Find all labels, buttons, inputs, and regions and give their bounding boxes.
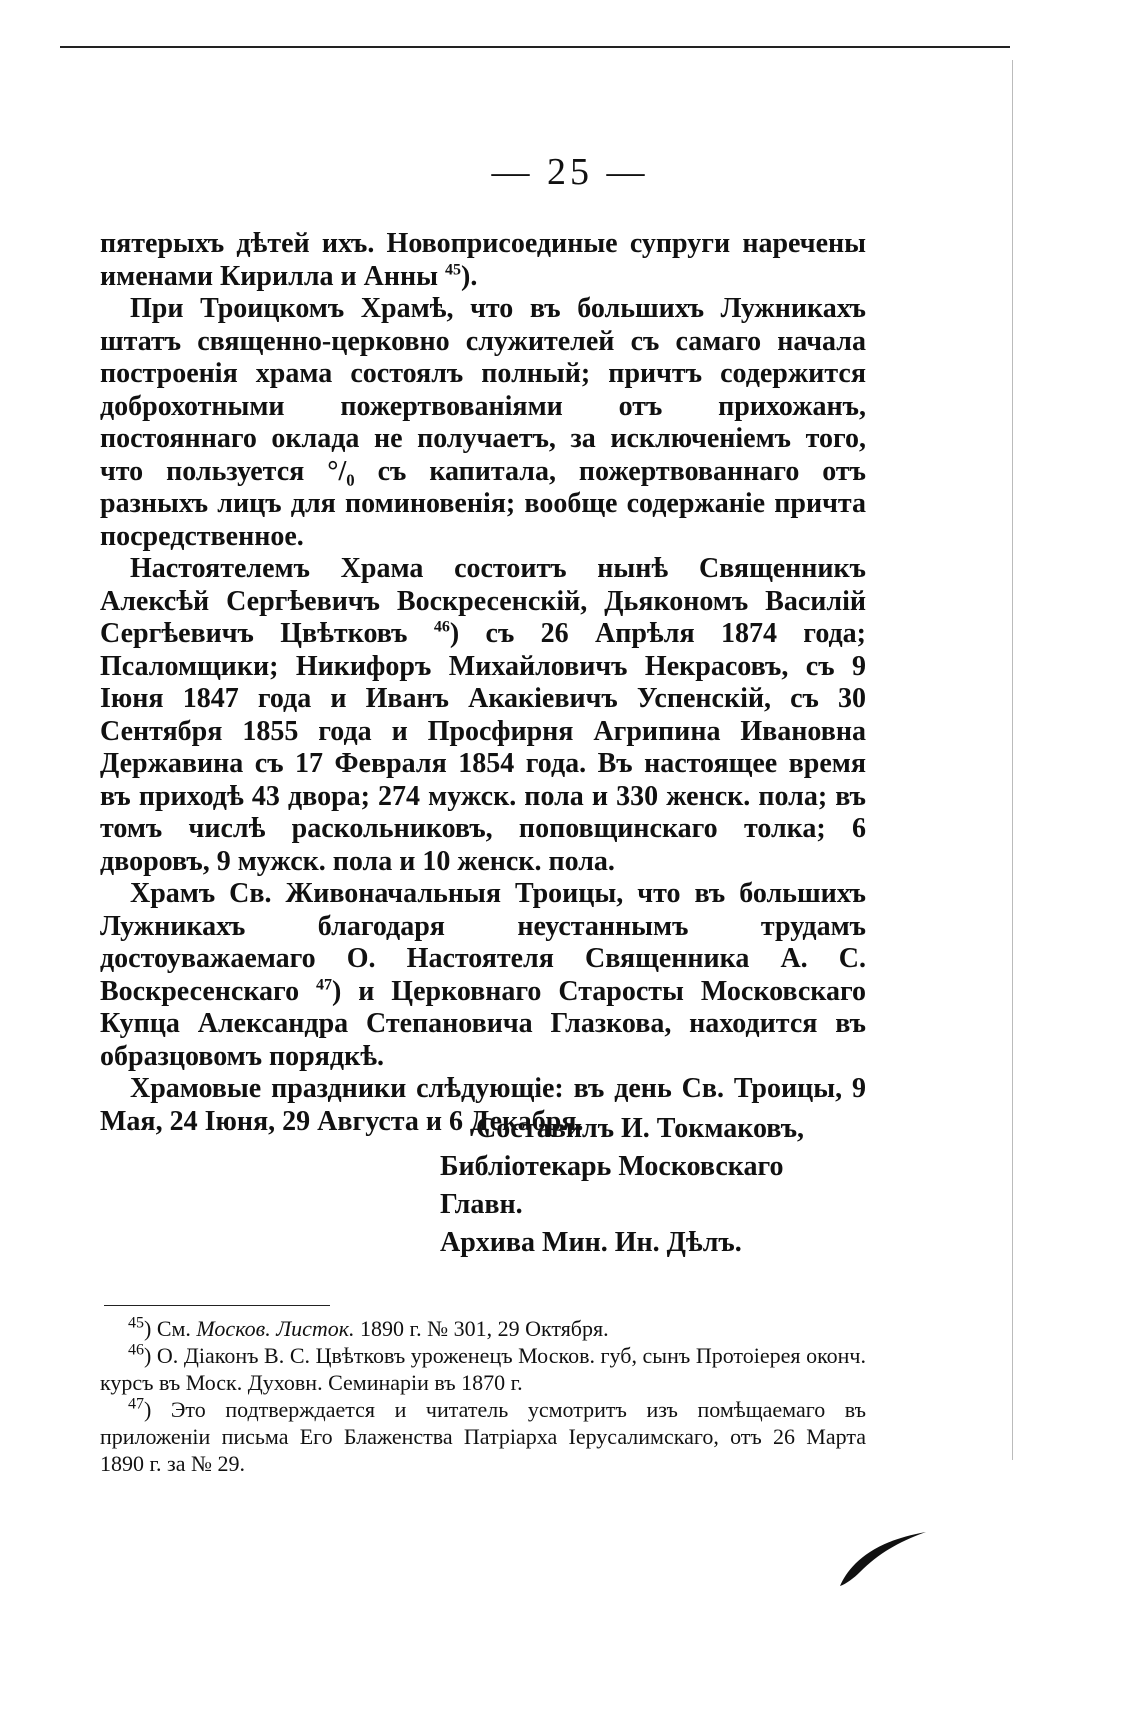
footnote-45-prefix: ) См. xyxy=(144,1316,197,1341)
page-edge xyxy=(1012,60,1013,1460)
paragraph-1 xyxy=(100,228,866,293)
footnote-45-number: 45 xyxy=(128,1314,144,1332)
footnote-45 xyxy=(100,1315,866,1342)
top-rule xyxy=(60,46,1010,48)
signature-author: Составилъ И. Токмаковъ, xyxy=(476,1113,805,1144)
footnote-45-source: Москов. Листок. xyxy=(196,1316,355,1341)
footnotes xyxy=(100,1315,866,1477)
paragraph-1-end: ). xyxy=(461,260,478,292)
paragraph-4-text-b: ) и Церковнаго Старосты Московскаго Купца Александра Степановича Глазкова, находится въ образцовомъ порядкѣ. xyxy=(100,975,867,1072)
signature-position: Библіотекарь Московскаго Главн. xyxy=(440,1151,784,1220)
paragraph-4-text-a: Храмъ Св. Живоначальныя Троицы, что въ большихъ Лужникахъ благодаря неустаннымъ трудамъ достоуважаемаго О. Настоятеля Священника А. С. Воскресенскаго xyxy=(100,878,866,1007)
signature-block xyxy=(440,1110,870,1262)
footnote-ref-45[interactable]: 45 xyxy=(445,261,462,279)
paragraph-5: Храмовые праздники слѣдующіе: въ день Св. Троицы, 9 Мая, 24 Іюня, 29 Августа и 6 Декабря. xyxy=(100,1073,866,1137)
body-text xyxy=(100,228,866,1138)
paragraph-4 xyxy=(100,878,866,1073)
paragraph-3 xyxy=(100,553,866,878)
signature-institution: Архива Мин. Ин. Дѣлъ. xyxy=(440,1227,742,1258)
footnote-46 xyxy=(100,1342,866,1396)
footnote-47-number: 47 xyxy=(128,1395,144,1413)
footnote-46-number: 46 xyxy=(128,1341,144,1359)
paragraph-3-text-a: Настоятелемъ Храма состоитъ нынѣ Священникъ Алексѣй Сергѣевичъ Воскресенскій, Дьякономъ Василій Сергѣевичъ Цвѣтковъ xyxy=(100,553,866,649)
footnote-47 xyxy=(100,1396,866,1477)
quill-mark-icon xyxy=(838,1528,928,1588)
footnote-rule xyxy=(104,1305,330,1306)
paragraph-2: При Троицкомъ Храмѣ, что въ большихъ Лужникахъ штатъ священно-церковно служителей съ самаго начала построенія храма состоялъ полный; причтъ содержится доброхотными пожертвованіями отъ прихожанъ, постояннаго оклада не получаетъ, за исключеніемъ того, что пользуется °/₀ съ капитала, пожертвованнаго отъ разныхъ лицъ для поминовенія; вообще содержаніе причта посредственное. xyxy=(100,293,866,552)
footnote-45-suffix: 1890 г. № 301, 29 Октября. xyxy=(354,1316,609,1341)
footnote-47-text: ) Это подтверждается и читатель усмотритъ изъ помѣщаемаго въ приложеніи письма Его Блаженства Патріарха Іерусалимскаго, отъ 26 Марта 1890 г. за № 29. xyxy=(100,1397,866,1476)
footnote-46-text: ) О. Діаконъ В. С. Цвѣтковъ уроженецъ Москов. губ, сынъ Протоіерея оконч. курсъ въ Моск. Духовн. Семинаріи въ 1870 г. xyxy=(100,1343,866,1395)
paragraph-1-text: пятерыхъ дѣтей ихъ. Новоприсоединые супруги наречены именами Кирилла и Анны xyxy=(100,228,866,292)
page-number: — 25 — xyxy=(491,151,649,193)
footnote-ref-46[interactable]: 46 xyxy=(433,618,450,636)
footnote-ref-47[interactable]: 47 xyxy=(316,976,332,994)
paragraph-3-text-b: ) съ 26 Апрѣля 1874 года; Псаломщики; Никифоръ Михайловичъ Некрасовъ, съ 9 Іюня 1847 года и Иванъ Акакіевичъ Успенскій, съ 30 Сентября 1855 года и Просфирня Агрипина Ивановна Державина съ 17 Февраля 1854 года. Въ настоящее время въ приходѣ 43 двора; 274 мужск. пола и 330 женск. пола; въ томъ числѣ раскольниковъ, поповщинскаго толка; 6 дворовъ, 9 мужск. пола и 10 женск. пола. xyxy=(100,618,866,877)
